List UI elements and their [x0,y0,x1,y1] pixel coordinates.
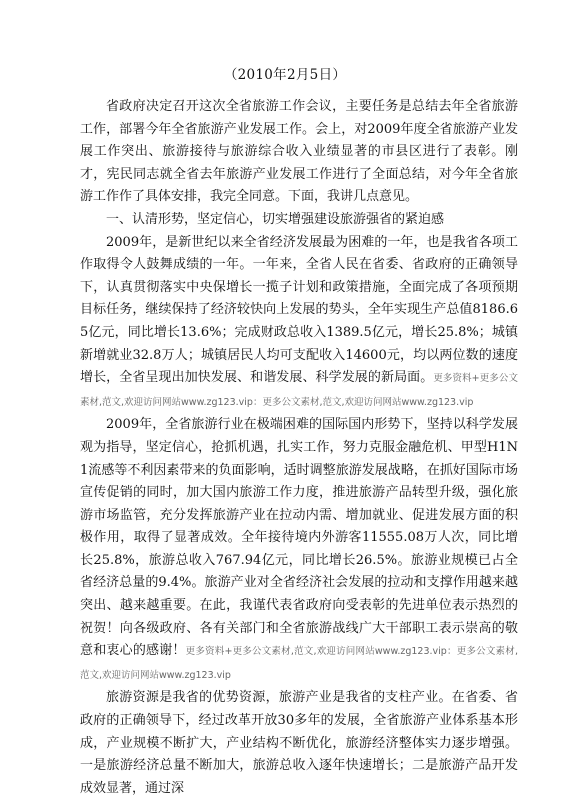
watermark-ad-text: 更多资料+更多公文素材,范文,欢迎访问网站www.zg123.vip：更多公文素材,范文,欢迎访问网站www.zg123.vip [80,646,518,681]
economy-text: 2009年，是新世纪以来全省经济发展最为困难的一年，也是我省各项工作取得令人鼓舞成绩的一年。一年来，全省人民在省委、省政府的正确领导下，认真贯彻落实中央保增长一揽子计划和政策措施，全面完成了各项预期目标任务，继续保持了经济较快向上发展的势头，全年实现生产总值8186.65亿元，同比增长13.6%；完成财政总收入1389.5亿元，增长25.8%；城镇新增就业32.8万人；城镇居民人均可支配收入14600元，均以两位数的速度增长，全省呈现出加快发展、和谐发展、科学发展的新局面。 [80,234,518,386]
watermark-ad-text: 更多资料+更多公文素材,范文,欢迎访问网站www.zg123.vip：更多公文素材,范文,欢迎访问网站www.zg123.vip [80,373,518,408]
tourism-text: 2009年，全省旅游行业在极端困难的国际国内形势下，坚持以科学发展观为指导，坚定信心，抢抓机遇，扎实工作，努力克服金融危机、甲型H1N1流感等不利因素带来的负面影响，适时调整旅游发展战略，在抓好国际市场宣传促销的同时，加大国内旅游工作力度，推进旅游产品转型升级，强化旅游市场监管，充分发挥旅游产业在拉动内需、增加就业、促进发展方面的积极作用，取得了显著成效。全年接待境内外游客11555.08万人次，同比增长25.8%，旅游总收入767.94亿元，同比增长26.5%。旅游业规模已占全省经济总量的9.4%。旅游产业对全省经济社会发展的拉动和支撑作用越来越突出、越来越重要。在此，我谨代表省政府向受表彰的先进单位表示热烈的祝贺！向各级政府、各有关部门和全省旅游战线广大干部职工表示崇高的敬意和衷心的感谢！ [80,417,518,659]
tourism-paragraph [80,414,518,687]
document-date: （2010年2月5日） [223,67,347,83]
economy-paragraph [80,232,518,415]
document-body [80,96,518,800]
intro-paragraph: 省政府决定召开这次全省旅游工作会议，主要任务是总结去年全省旅游工作，部署今年全省旅游产业发展工作。会上，对2009年度全省旅游产业发展工作突出、旅游接待与旅游综合收入业绩显著的市县区进行了表彰。刚才，宪民同志就全省去年旅游产业发展工作进行了全面总结，对今年全省旅游工作作了具体安排，我完全同意。下面，我讲几点意见。 [80,99,518,205]
resources-paragraph: 旅游资源是我省的优势资源，旅游产业是我省的支柱产业。在省委、省政府的正确领导下，经过改革开放30多年的发展，全省旅游产业体系基本形成，产业规模不断扩大，产业结构不断优化，旅游经济整体实力逐步增强。一是旅游经济总量不断加大，旅游总收入逐年快速增长；二是旅游产品开发成效显著，通过深 [80,690,518,796]
section-heading: 一、认清形势，坚定信心，切实增强建设旅游强省的紧迫感 [106,211,445,227]
